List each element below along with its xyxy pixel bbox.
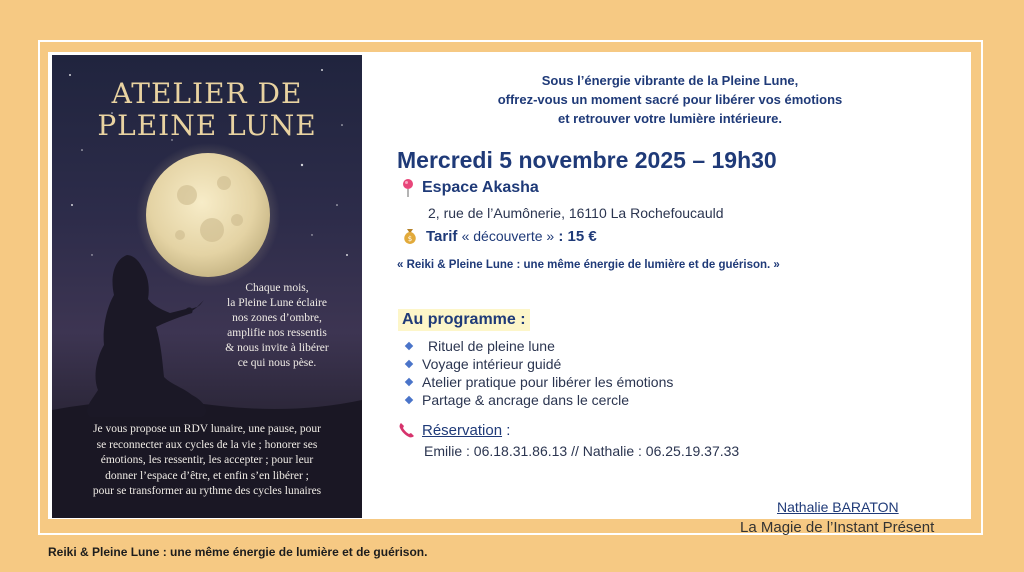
tarif-text: [426, 228, 597, 245]
tarif-row: [400, 226, 597, 246]
programme-item-text: Atelier pratique pour libérer les émotions: [422, 374, 674, 390]
pin-icon: [400, 178, 416, 198]
bullet-icon: [405, 378, 413, 386]
venue-name: Espace Akasha: [422, 179, 539, 196]
poster-image: [52, 55, 362, 518]
poster-moon-line: Chaque mois,: [245, 282, 309, 294]
reiki-quote: « Reiki & Pleine Lune : une même énergie de lumière et de guérison. »: [397, 259, 780, 271]
signature-name: Nathalie BARATON: [777, 499, 899, 515]
full-moon: [146, 153, 270, 277]
poster-bottom-line: Je vous propose un RDV lunaire, une pause, pour: [93, 423, 321, 435]
poster-moon-line: la Pleine Lune éclaire: [227, 297, 327, 309]
tarif-label: Tarif: [426, 227, 458, 245]
poster-bottom-text: [60, 422, 354, 500]
intro-text: [430, 71, 910, 128]
programme-item-text: Voyage intérieur guidé: [422, 356, 562, 372]
reservation-contacts: Emilie : 06.18.31.86.13 // Nathalie : 06.25.19.37.33: [424, 443, 740, 459]
event-date: Mercredi 5 novembre 2025 – 19h30: [397, 147, 777, 173]
programme-heading: Au programme :: [398, 309, 530, 331]
intro-line: offrez-vous un moment sacré pour libérer vos émotions: [497, 92, 843, 107]
poster-bottom-line: se reconnecter aux cycles de la vie ; honorer ses: [96, 438, 318, 451]
bullet-icon: [405, 396, 413, 404]
reservation-label: [422, 422, 510, 439]
money-bag-icon: [400, 226, 420, 246]
phone-icon: [398, 421, 416, 439]
svg-text:$: $: [407, 235, 413, 243]
poster-title-line2: PLEINE LUNE: [97, 109, 317, 142]
programme-list: [404, 337, 673, 409]
venue-address: 2, rue de l’Aumônerie, 16110 La Rochefoucauld: [428, 205, 724, 221]
poster-title-line1: ATELIER DE: [111, 77, 303, 110]
tarif-price: : 15 €: [558, 227, 597, 245]
poster-bottom-line: donner l’espace d’être, et enfin s’en libérer ;: [105, 469, 309, 482]
reservation-row: [398, 421, 510, 439]
poster-moon-line: ce qui nous pèse.: [237, 357, 317, 369]
list-item: [404, 373, 673, 391]
programme-item-text: Rituel de pleine lune: [428, 338, 555, 354]
poster-moon-text: [202, 281, 352, 371]
poster-bottom-line: émotions, les ressentir, les accepter ; pour leur: [100, 454, 314, 466]
signature-tagline: La Magie de l’Instant Présent: [740, 519, 935, 536]
bullet-icon: [405, 342, 413, 350]
poster-moon-line: nos zones d’ombre,: [232, 312, 322, 324]
venue-row: [400, 178, 539, 198]
list-item: [404, 391, 673, 409]
poster-moon-line: amplifie nos ressentis: [227, 327, 327, 339]
list-item: [404, 355, 673, 373]
intro-line: Sous l’énergie vibrante de la Pleine Lune,: [541, 73, 799, 88]
reservation-colon: :: [502, 421, 511, 439]
list-item: [404, 337, 673, 355]
programme-item-text: Partage & ancrage dans le cercle: [422, 392, 630, 408]
reservation-link: Réservation: [422, 421, 503, 439]
poster-moon-line: & nous invite à libérer: [225, 342, 329, 354]
intro-line: et retrouver votre lumière intérieure.: [558, 111, 782, 126]
footer-caption: Reiki & Pleine Lune : une même énergie de lumière et de guérison.: [48, 545, 428, 559]
poster-bottom-line: pour se transformer au rythme des cycles lunaires: [92, 485, 322, 497]
bullet-icon: [405, 360, 413, 368]
tarif-qualifier: « découverte »: [461, 227, 555, 244]
